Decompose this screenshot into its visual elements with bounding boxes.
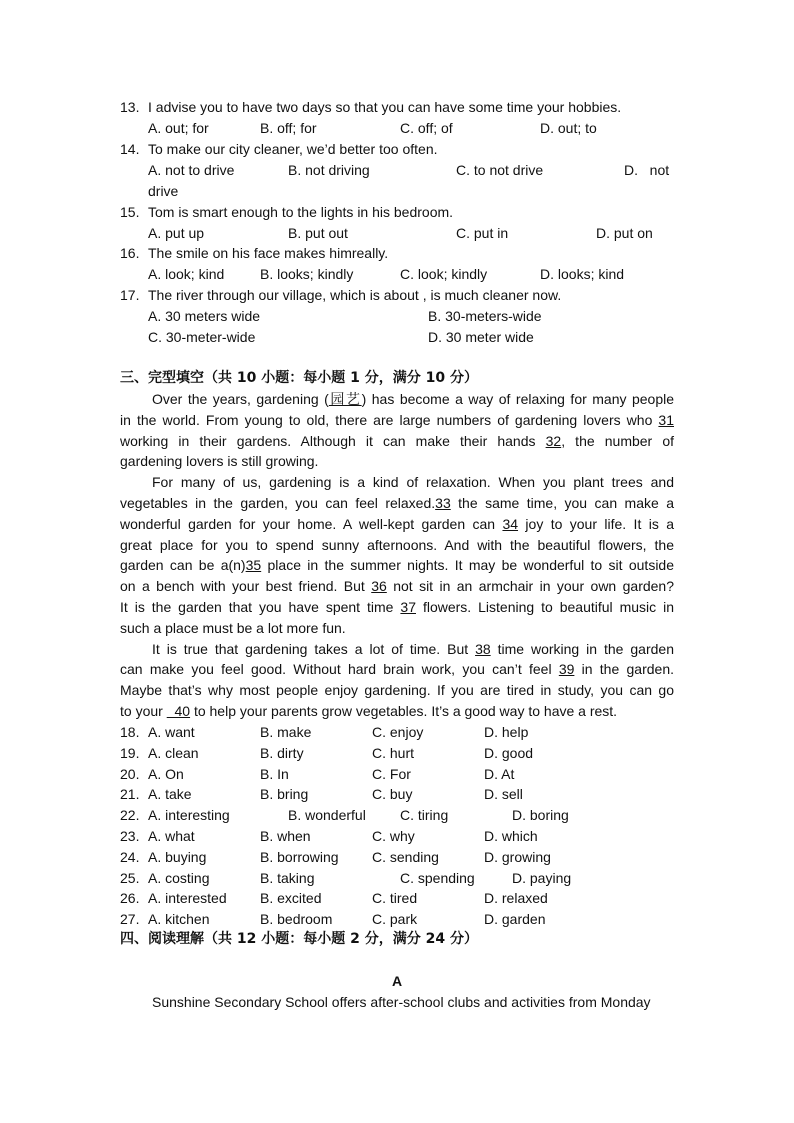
passage-text: can make you feel good. Without hard brain work, you can’t feel xyxy=(120,661,559,678)
option-a: A. 30 meters wide xyxy=(148,308,261,324)
option-b: B. bedroom xyxy=(260,911,333,928)
passage-text: place in the summer nights. It may be wonderful to sit outside xyxy=(261,557,674,574)
passage-line xyxy=(120,411,674,429)
option-a: A. costing xyxy=(148,869,210,886)
reading-first-line: Sunshine Secondary School offers after-school clubs and activities from Monday xyxy=(152,994,651,1010)
option-d: D. 30 meter wide xyxy=(428,329,534,345)
blank-number: 园艺 xyxy=(328,391,362,407)
question-number: 13. xyxy=(120,99,140,115)
option-b: B. off; for xyxy=(260,120,317,136)
question-number: 23. xyxy=(120,828,140,844)
passage-text: flowers. Listening to beautiful music in xyxy=(416,599,674,615)
passage-text: the same time, you can make a xyxy=(450,495,674,511)
option-d: D. which xyxy=(484,828,538,844)
option-b: B. borrowing xyxy=(260,848,339,865)
option-d: D. help xyxy=(484,724,529,740)
blank-number: 40 xyxy=(166,703,191,719)
blank-number: 35 xyxy=(245,557,262,574)
option-a: A. clean xyxy=(148,744,199,761)
option-b: B. not driving xyxy=(288,162,370,178)
option-c: C. park xyxy=(372,911,418,928)
passage-text: to help your parents grow vegetables. It’s a good way to have a rest. xyxy=(190,703,618,719)
passage-text: Maybe that’s why most people enjoy gardening. If you are tired in study, you can go xyxy=(120,682,674,699)
option-c: C. tiring xyxy=(400,807,449,824)
option-b: B. wonderful xyxy=(288,807,366,824)
question-stem: Tom is smart enough to the lights in his bedroom. xyxy=(148,204,454,220)
passage-text: It is true that gardening takes a lot of time. But xyxy=(152,640,476,657)
question-stem: To make our city cleaner, we’d better too often. xyxy=(148,141,438,157)
option-a: A. put up xyxy=(148,225,205,241)
blank-number: 31 xyxy=(658,411,674,428)
option-b: B. 30-meters-wide xyxy=(428,308,542,324)
passage-label: A xyxy=(391,973,403,989)
option-a: A. take xyxy=(148,786,192,803)
question-number: 16. xyxy=(120,245,140,261)
option-d: D. paying xyxy=(512,869,572,886)
blank-number: 39 xyxy=(558,661,575,678)
section-three-heading: 三、完型填空（共 10 小题：每小题 1 分，满分 10 分） xyxy=(120,370,478,386)
option-b: B. looks; kindly xyxy=(260,266,354,282)
option-d: D. garden xyxy=(484,911,546,928)
passage-line xyxy=(120,432,674,450)
passage-line xyxy=(120,660,674,678)
passage-text: in the garden. xyxy=(574,661,674,678)
passage-line xyxy=(120,598,674,616)
option-c: C. enjoy xyxy=(372,724,424,740)
passage-line xyxy=(120,619,346,637)
option-a: A. what xyxy=(148,828,195,844)
passage-line xyxy=(120,702,617,720)
passage-text: on a bench with your best friend. But xyxy=(120,578,372,595)
option-c: C. why xyxy=(372,828,415,844)
blank-number: 37 xyxy=(400,599,416,615)
passage-text: vegetables in the garden, you can feel relaxed. xyxy=(120,495,436,511)
option-b: B. dirty xyxy=(260,744,304,761)
passage-text: Over the years, gardening ( xyxy=(152,391,329,407)
option-d: D. looks; kind xyxy=(540,266,625,282)
question-stem: I advise you to have two days so that you can have some time your hobbies. xyxy=(148,99,622,115)
passage-text: working in their gardens. Although it can make their hands xyxy=(120,432,546,449)
passage-text: not sit in an armchair in your own garden? xyxy=(386,578,674,595)
option-b: B. bring xyxy=(260,786,309,803)
blank-number: 33 xyxy=(435,495,451,511)
option-a: A. look; kind xyxy=(148,266,225,282)
passage-text: to your xyxy=(120,703,167,719)
option-a: A. On xyxy=(148,765,184,782)
option-d: D. boring xyxy=(512,807,569,824)
option-c: C. put in xyxy=(456,225,509,241)
option-b: B. put out xyxy=(288,225,348,241)
passage-line xyxy=(120,515,674,533)
passage-text: wonderful garden for your home. A well-kept garden can xyxy=(120,515,503,532)
passage-line xyxy=(120,452,318,470)
passage-line xyxy=(120,494,674,512)
option-d: D. not xyxy=(624,162,670,178)
passage-text: For many of us, gardening is a kind of relaxation. When you plant trees and xyxy=(152,474,674,491)
passage-text: garden can be a(n) xyxy=(120,557,246,574)
option-b: B. taking xyxy=(260,869,315,886)
option-c: C. buy xyxy=(372,786,413,803)
option-c: C. off; of xyxy=(400,120,453,136)
passage-line xyxy=(120,536,674,554)
question-number: 27. xyxy=(120,911,140,928)
blank-number: 36 xyxy=(371,578,387,595)
question-number: 15. xyxy=(120,204,140,220)
option-a: A. not to drive xyxy=(148,162,235,178)
question-number: 19. xyxy=(120,744,140,761)
option-c: C. hurt xyxy=(372,744,415,761)
option-d: D. sell xyxy=(484,786,523,803)
option-a: A. out; for xyxy=(148,120,209,136)
option-d: D. relaxed xyxy=(484,890,548,907)
option-d: D. good xyxy=(484,744,534,761)
option-d-continuation: drive xyxy=(148,183,179,199)
option-d: D. growing xyxy=(484,848,551,865)
option-d: D. At xyxy=(484,765,515,782)
passage-line xyxy=(152,390,674,408)
passage-text: It is the garden that you have spent time xyxy=(120,599,401,615)
section-four-heading: 四、阅读理解（共 12 小题：每小题 2 分，满分 24 分） xyxy=(120,931,478,947)
option-d: D. put on xyxy=(596,225,653,241)
option-c: C. spending xyxy=(400,869,475,886)
question-number: 14. xyxy=(120,141,140,157)
passage-text: ) has become a way of relaxing for many people xyxy=(361,391,675,407)
passage-line xyxy=(120,681,674,699)
option-c: C. sending xyxy=(372,848,439,865)
option-a: A. interested xyxy=(148,890,227,907)
blank-number: 38 xyxy=(475,640,491,657)
passage-text: great place for you to spend sunny afternoons. And with the beautiful flowers, the xyxy=(120,536,674,553)
option-c: C. tired xyxy=(372,890,418,907)
question-number: 17. xyxy=(120,287,140,303)
passage-text: gardening lovers is still growing. xyxy=(120,453,319,470)
option-a: A. kitchen xyxy=(148,911,210,928)
passage-text: in the world. From young to old, there are large numbers of gardening lovers who xyxy=(120,411,659,428)
passage-line xyxy=(120,556,674,574)
option-c: C. to not drive xyxy=(456,162,544,178)
option-a: A. want xyxy=(148,724,195,740)
question-number: 26. xyxy=(120,890,140,907)
question-number: 18. xyxy=(120,724,140,740)
question-number: 24. xyxy=(120,848,140,865)
question-number: 25. xyxy=(120,869,140,886)
option-d: D. out; to xyxy=(540,120,597,136)
option-b: B. In xyxy=(260,765,289,782)
passage-text: such a place must be a lot more fun. xyxy=(120,619,346,636)
option-c: C. 30-meter-wide xyxy=(148,329,256,345)
blank-number: 34 xyxy=(502,515,519,532)
passage-text: joy to your life. It is a xyxy=(518,515,674,532)
question-number: 22. xyxy=(120,807,140,824)
option-b: B. excited xyxy=(260,890,322,907)
option-a: A. interesting xyxy=(148,807,230,824)
question-stem: The river through our village, which is about , is much cleaner now. xyxy=(148,287,562,303)
option-b: B. make xyxy=(260,724,312,740)
passage-text: time working in the garden xyxy=(490,640,674,657)
question-number: 20. xyxy=(120,765,140,782)
passage-text: , the number of xyxy=(561,432,675,449)
passage-line xyxy=(120,577,674,595)
passage-line xyxy=(152,473,674,491)
passage-line xyxy=(152,640,674,658)
option-b: B. when xyxy=(260,828,311,844)
option-c: C. look; kindly xyxy=(400,266,488,282)
option-c: C. For xyxy=(372,765,411,782)
question-number: 21. xyxy=(120,786,140,803)
option-a: A. buying xyxy=(148,848,207,865)
question-stem: The smile on his face makes himreally. xyxy=(148,245,389,261)
blank-number: 32 xyxy=(545,432,562,449)
